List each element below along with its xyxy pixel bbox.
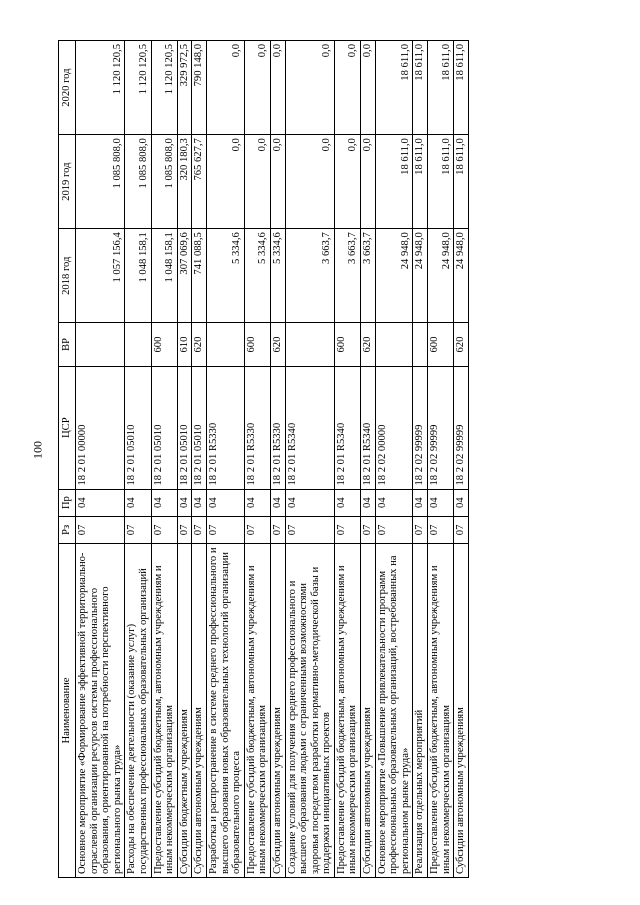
cell-vr: 600 bbox=[151, 323, 177, 367]
cell-pr: 04 bbox=[206, 489, 244, 516]
header-2020: 2020 год bbox=[59, 41, 76, 135]
cell-vr: 600 bbox=[244, 323, 270, 367]
cell-2019: 0,0 bbox=[244, 135, 270, 229]
cell-name: Разработка и распространение в системе среднего профессионального и высшего образования новых образовательных технологий организации образовательного процесса bbox=[206, 544, 244, 878]
cell-2019: 1 085 808,0 bbox=[76, 135, 125, 229]
cell-csr: 18 2 01 R5340 bbox=[361, 366, 376, 489]
cell-2020: 790 148,0 bbox=[192, 41, 207, 135]
cell-csr: 18 2 01 05010 bbox=[125, 366, 151, 489]
cell-2020: 18 611,0 bbox=[454, 41, 469, 135]
cell-name: Субсидии автономным учреждениям bbox=[361, 544, 376, 878]
cell-2018: 24 948,0 bbox=[375, 229, 413, 323]
cell-2018: 24 948,0 bbox=[413, 229, 428, 323]
cell-rz: 07 bbox=[375, 516, 413, 543]
cell-pr: 04 bbox=[270, 489, 285, 516]
cell-csr: 18 2 01 R5330 bbox=[270, 366, 285, 489]
cell-vr bbox=[76, 323, 125, 367]
cell-2020: 0,0 bbox=[270, 41, 285, 135]
cell-rz: 07 bbox=[334, 516, 360, 543]
cell-csr: 18 2 01 R5340 bbox=[285, 366, 334, 489]
cell-2020: 0,0 bbox=[361, 41, 376, 135]
cell-2020: 18 611,0 bbox=[375, 41, 413, 135]
cell-name: Реализация отдельных мероприятий bbox=[413, 544, 428, 878]
cell-rz: 07 bbox=[244, 516, 270, 543]
table-row bbox=[76, 41, 125, 878]
table-row bbox=[125, 41, 151, 878]
cell-csr: 18 2 01 00000 bbox=[76, 366, 125, 489]
cell-pr: 04 bbox=[285, 489, 334, 516]
cell-2018: 741 088,5 bbox=[192, 229, 207, 323]
cell-2018: 1 048 158,1 bbox=[151, 229, 177, 323]
cell-pr: 04 bbox=[151, 489, 177, 516]
cell-pr: 04 bbox=[76, 489, 125, 516]
cell-name: Предоставление субсидий бюджетным, автономным учреждениям и иным некоммерческим организациям bbox=[244, 544, 270, 878]
table-row bbox=[177, 41, 192, 878]
cell-csr: 18 2 01 R5330 bbox=[206, 366, 244, 489]
cell-vr: 610 bbox=[177, 323, 192, 367]
header-csr: ЦСР bbox=[59, 366, 76, 489]
cell-vr: 620 bbox=[361, 323, 376, 367]
table-row bbox=[244, 41, 270, 878]
table-header-row bbox=[59, 41, 76, 878]
cell-2019: 18 611,0 bbox=[428, 135, 454, 229]
cell-name: Предоставление субсидий бюджетным, автономным учреждениям и иным некоммерческим организациям bbox=[334, 544, 360, 878]
cell-name: Субсидии автономным учреждениям bbox=[270, 544, 285, 878]
header-rz: Рз bbox=[59, 516, 76, 543]
cell-2020: 18 611,0 bbox=[428, 41, 454, 135]
cell-csr: 18 2 01 R5340 bbox=[334, 366, 360, 489]
cell-rz: 07 bbox=[428, 516, 454, 543]
cell-2019: 765 627,7 bbox=[192, 135, 207, 229]
cell-2020: 329 972,5 bbox=[177, 41, 192, 135]
cell-rz: 07 bbox=[177, 516, 192, 543]
cell-2018: 307 069,6 bbox=[177, 229, 192, 323]
cell-rz: 07 bbox=[270, 516, 285, 543]
cell-2020: 18 611,0 bbox=[413, 41, 428, 135]
table-row bbox=[334, 41, 360, 878]
cell-rz: 07 bbox=[125, 516, 151, 543]
cell-csr: 18 2 01 R5330 bbox=[244, 366, 270, 489]
cell-2020: 0,0 bbox=[285, 41, 334, 135]
cell-2019: 0,0 bbox=[334, 135, 360, 229]
cell-name: Создание условий для получения среднего профессионального и высшего образования людьми с ограниченными возможностями здоровья посредством разработки нормативно-методической базы и поддержки инициативных проектов bbox=[285, 544, 334, 878]
cell-2019: 18 611,0 bbox=[413, 135, 428, 229]
cell-rz: 07 bbox=[192, 516, 207, 543]
table-row bbox=[375, 41, 413, 878]
cell-2018: 5 334,6 bbox=[206, 229, 244, 323]
cell-rz: 07 bbox=[413, 516, 428, 543]
cell-vr: 600 bbox=[428, 323, 454, 367]
cell-2020: 1 120 120,5 bbox=[76, 41, 125, 135]
cell-vr: 620 bbox=[192, 323, 207, 367]
table-row bbox=[270, 41, 285, 878]
table-row bbox=[192, 41, 207, 878]
cell-2018: 3 663,7 bbox=[361, 229, 376, 323]
cell-2018: 1 048 158,1 bbox=[125, 229, 151, 323]
cell-pr: 04 bbox=[428, 489, 454, 516]
table-row bbox=[151, 41, 177, 878]
cell-2019: 320 180,3 bbox=[177, 135, 192, 229]
budget-table bbox=[58, 40, 469, 878]
cell-name: Расходы на обеспечение деятельности (оказание услуг) государственных профессиональных образовательных организаций bbox=[125, 544, 151, 878]
cell-csr: 18 2 02 00000 bbox=[375, 366, 413, 489]
cell-2018: 1 057 156,4 bbox=[76, 229, 125, 323]
cell-name: Предоставление субсидий бюджетным, автономным учреждениям и иным некоммерческим организациям bbox=[151, 544, 177, 878]
cell-rz: 07 bbox=[151, 516, 177, 543]
cell-2019: 18 611,0 bbox=[454, 135, 469, 229]
cell-vr: 620 bbox=[454, 323, 469, 367]
cell-2020: 0,0 bbox=[334, 41, 360, 135]
page-number: 100 bbox=[30, 441, 45, 459]
header-name: Наименование bbox=[59, 544, 76, 878]
cell-csr: 18 2 02 99999 bbox=[413, 366, 428, 489]
cell-pr: 04 bbox=[125, 489, 151, 516]
cell-name: Субсидии автономным учреждениям bbox=[192, 544, 207, 878]
cell-vr: 620 bbox=[270, 323, 285, 367]
table-row bbox=[285, 41, 334, 878]
cell-name: Основное мероприятие «Повышение привлекательности программ профессиональных образовательных организаций, востребованных на региональном рынке труда» bbox=[375, 544, 413, 878]
cell-2019: 1 085 808,0 bbox=[151, 135, 177, 229]
header-2019: 2019 год bbox=[59, 135, 76, 229]
cell-pr: 04 bbox=[454, 489, 469, 516]
cell-vr bbox=[375, 323, 413, 367]
cell-2019: 0,0 bbox=[285, 135, 334, 229]
header-pr: Пр bbox=[59, 489, 76, 516]
cell-vr bbox=[125, 323, 151, 367]
cell-2020: 1 120 120,5 bbox=[151, 41, 177, 135]
table-row bbox=[454, 41, 469, 878]
table-row bbox=[361, 41, 376, 878]
cell-pr: 04 bbox=[334, 489, 360, 516]
cell-csr: 18 2 02 99999 bbox=[428, 366, 454, 489]
cell-pr: 04 bbox=[192, 489, 207, 516]
header-2018: 2018 год bbox=[59, 229, 76, 323]
cell-name: Предоставление субсидий бюджетным, автономным учреждениям и иным некоммерческим организациям bbox=[428, 544, 454, 878]
cell-rz: 07 bbox=[361, 516, 376, 543]
cell-rz: 07 bbox=[454, 516, 469, 543]
cell-csr: 18 2 02 99999 bbox=[454, 366, 469, 489]
table-body bbox=[76, 41, 469, 878]
cell-rz: 07 bbox=[76, 516, 125, 543]
cell-2019: 0,0 bbox=[206, 135, 244, 229]
cell-name: Субсидии бюджетным учреждениям bbox=[177, 544, 192, 878]
cell-csr: 18 2 01 05010 bbox=[192, 366, 207, 489]
cell-rz: 07 bbox=[206, 516, 244, 543]
rotated-table-container bbox=[58, 40, 580, 878]
cell-2018: 24 948,0 bbox=[454, 229, 469, 323]
cell-2018: 5 334,6 bbox=[270, 229, 285, 323]
cell-pr: 04 bbox=[375, 489, 413, 516]
cell-pr: 04 bbox=[177, 489, 192, 516]
cell-2019: 1 085 808,0 bbox=[125, 135, 151, 229]
cell-2020: 1 120 120,5 bbox=[125, 41, 151, 135]
cell-2018: 5 334,6 bbox=[244, 229, 270, 323]
cell-pr: 04 bbox=[244, 489, 270, 516]
cell-vr bbox=[285, 323, 334, 367]
cell-csr: 18 2 01 05010 bbox=[177, 366, 192, 489]
header-vr: ВР bbox=[59, 323, 76, 367]
cell-vr bbox=[206, 323, 244, 367]
cell-2019: 18 611,0 bbox=[375, 135, 413, 229]
cell-2019: 0,0 bbox=[270, 135, 285, 229]
cell-pr: 04 bbox=[361, 489, 376, 516]
cell-2018: 24 948,0 bbox=[428, 229, 454, 323]
cell-pr: 04 bbox=[413, 489, 428, 516]
table-row bbox=[413, 41, 428, 878]
cell-2019: 0,0 bbox=[361, 135, 376, 229]
cell-rz: 07 bbox=[285, 516, 334, 543]
table-row bbox=[428, 41, 454, 878]
cell-vr: 600 bbox=[334, 323, 360, 367]
cell-vr bbox=[413, 323, 428, 367]
cell-name: Основное мероприятие «Формирование эффективной территориально-отраслевой организации ресурсов системы профессионального образования, ориентированной на потребности перспективного регионального рынка труда» bbox=[76, 544, 125, 878]
cell-2020: 0,0 bbox=[206, 41, 244, 135]
cell-csr: 18 2 01 05010 bbox=[151, 366, 177, 489]
cell-2020: 0,0 bbox=[244, 41, 270, 135]
cell-2018: 3 663,7 bbox=[285, 229, 334, 323]
table-row bbox=[206, 41, 244, 878]
cell-2018: 3 663,7 bbox=[334, 229, 360, 323]
cell-name: Субсидии автономным учреждениям bbox=[454, 544, 469, 878]
